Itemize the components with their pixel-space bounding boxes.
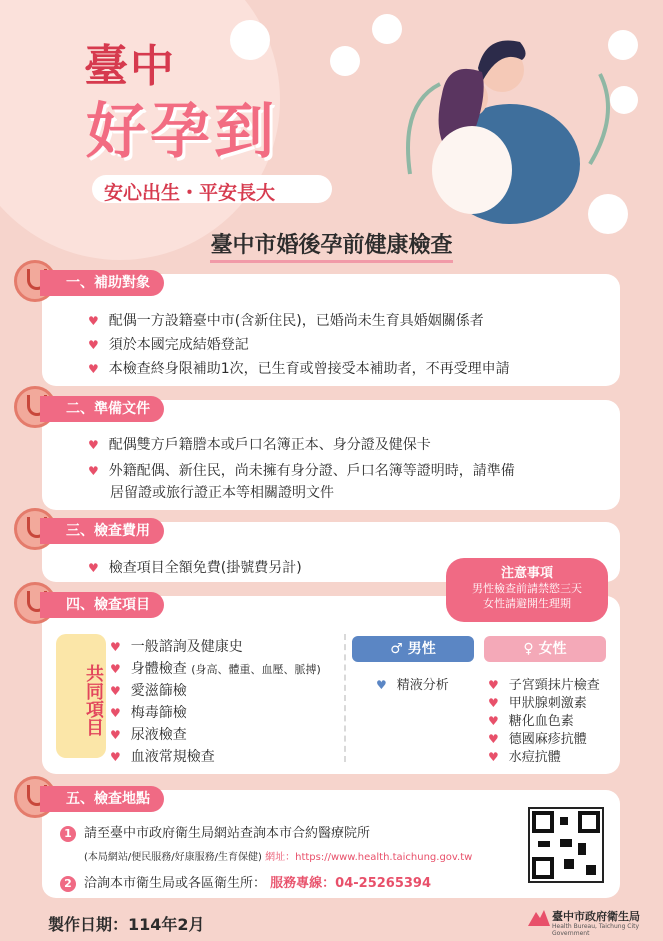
couple-illustration bbox=[390, 24, 630, 224]
heart-icon: ♥ bbox=[488, 732, 499, 746]
heart-icon: ♥ bbox=[488, 678, 499, 692]
list-item bbox=[488, 728, 587, 747]
list-item bbox=[110, 746, 215, 766]
list-item-text: 精液分析 bbox=[396, 678, 449, 693]
list-item bbox=[488, 692, 587, 711]
notice-line: 男性檢查前請禁慾三天 bbox=[472, 582, 582, 595]
heart-icon: ♥ bbox=[110, 684, 121, 698]
list-item bbox=[376, 674, 449, 693]
heart-icon: ♥ bbox=[88, 438, 99, 452]
list-item-text: 血液常規檢查 bbox=[130, 749, 215, 765]
female-symbol-icon: ♀ bbox=[523, 641, 539, 657]
list-item bbox=[110, 636, 243, 656]
qr-pattern bbox=[530, 809, 602, 881]
list-item bbox=[88, 460, 515, 480]
title-line2: 好孕到 bbox=[86, 97, 278, 167]
number-2-icon: 2 bbox=[60, 876, 76, 892]
list-item bbox=[488, 710, 574, 729]
list-item bbox=[88, 358, 510, 378]
fee-heading: 三、檢查費用 bbox=[40, 518, 164, 544]
list-item-text: 德國麻疹抗體 bbox=[508, 732, 587, 747]
list-item-text: 水痘抗體 bbox=[508, 750, 561, 765]
heart-icon: ♥ bbox=[88, 338, 99, 352]
documents-heading: 二、準備文件 bbox=[40, 396, 164, 422]
list-item bbox=[110, 724, 187, 744]
body-check-note: (身高、體重、血壓、脈搏) bbox=[191, 663, 321, 676]
list-item-text: 一般諮詢及健康史 bbox=[130, 639, 243, 655]
list-item bbox=[110, 658, 321, 678]
location-path-line bbox=[84, 848, 472, 863]
location-line1 bbox=[60, 822, 370, 842]
heart-icon: ♥ bbox=[110, 750, 121, 764]
slogan: 安心出生・平安長大 bbox=[104, 182, 276, 204]
eligibility-heading: 一、補助對象 bbox=[40, 270, 164, 296]
list-item bbox=[110, 702, 187, 722]
list-item-text: 須於本國完成結婚登記 bbox=[108, 337, 249, 353]
list-item-text: 糖化血色素 bbox=[508, 714, 574, 729]
list-item-continued: 居留證或旅行證正本等相關證明文件 bbox=[110, 485, 334, 501]
title-line1: 臺中 bbox=[84, 41, 176, 92]
heart-icon: ♥ bbox=[488, 696, 499, 710]
list-item bbox=[88, 334, 249, 354]
bg-dot bbox=[230, 20, 270, 60]
heart-icon: ♥ bbox=[110, 706, 121, 720]
heart-icon: ♥ bbox=[110, 640, 121, 654]
list-item-text: 尿液檢查 bbox=[130, 727, 187, 743]
org-name-en: Health Bureau, Taichung City Government bbox=[552, 923, 640, 937]
website-path: (本局網站/便民服務/好康服務/生育保健) bbox=[84, 852, 262, 863]
list-item-text: 愛滋篩檢 bbox=[130, 683, 187, 699]
male-label: 男性 bbox=[407, 641, 436, 657]
notice-title: 注意事項 bbox=[500, 566, 553, 581]
list-item-text: 本檢查終身限補助1次，已生育或曾接受本補助者，不再受理申請 bbox=[108, 361, 510, 377]
female-label: 女性 bbox=[538, 641, 567, 657]
male-symbol-icon: ♂ bbox=[390, 641, 408, 657]
health-bureau-logo bbox=[528, 908, 550, 926]
heart-icon: ♥ bbox=[488, 714, 499, 728]
list-item bbox=[88, 310, 484, 330]
list-item-text: 配偶一方設籍臺中市(含新住民)，已婚尚未生育具婚姻關係者 bbox=[108, 313, 484, 329]
heart-icon: ♥ bbox=[88, 314, 99, 328]
stethoscope-icon bbox=[330, 46, 360, 76]
list-item-text: 子宮頸抹片檢查 bbox=[508, 678, 600, 693]
notice-box bbox=[446, 558, 608, 622]
list-item-text: 檢查項目全額免費(掛號費另計) bbox=[108, 560, 302, 576]
heart-icon: ♥ bbox=[488, 750, 499, 764]
heart-icon: ♥ bbox=[110, 662, 121, 676]
list-item bbox=[88, 557, 302, 577]
list-item bbox=[488, 746, 561, 765]
heart-icon: ♥ bbox=[88, 464, 99, 478]
list-item-text: 配偶雙方戶籍謄本或戶口名簿正本、身分證及健保卡 bbox=[108, 437, 431, 453]
male-heading bbox=[352, 636, 474, 662]
notice-line: 女性請避開生理期 bbox=[483, 597, 571, 610]
location-heading: 五、檢查地點 bbox=[40, 786, 164, 812]
common-items-label: 共同項目 bbox=[56, 634, 106, 758]
website-url-link[interactable]: 網址：https://www.health.taichung.gov.tw bbox=[265, 852, 473, 863]
items-heading: 四、檢查項目 bbox=[40, 592, 164, 618]
heart-icon: ♥ bbox=[376, 678, 387, 692]
production-date: 製作日期：114年2月 bbox=[48, 915, 205, 934]
female-heading bbox=[484, 636, 606, 662]
list-item-text: 外籍配偶、新住民，尚未擁有身分證、戶口名簿等證明時，請準備 bbox=[108, 463, 515, 479]
list-item-text: 甲狀腺刺激素 bbox=[508, 696, 587, 711]
hotline-link[interactable]: 服務專線：04-25265394 bbox=[270, 876, 432, 891]
org-name: 臺中市政府衛生局 bbox=[552, 910, 640, 923]
heart-icon: ♥ bbox=[110, 728, 121, 742]
list-item bbox=[488, 674, 600, 693]
list-item bbox=[88, 434, 431, 454]
heart-icon: ♥ bbox=[88, 561, 99, 575]
list-item-text: 身體檢查 bbox=[130, 661, 187, 677]
location-text: 請至臺中市政府衛生局網站查詢本市合約醫療院所 bbox=[84, 826, 371, 841]
page-title bbox=[0, 228, 663, 259]
location-text: 洽詢本市衛生局或各區衛生所： bbox=[84, 876, 267, 891]
location-line2 bbox=[60, 872, 431, 892]
heart-icon: ♥ bbox=[88, 362, 99, 376]
list-item bbox=[110, 680, 187, 700]
qr-code[interactable] bbox=[528, 807, 604, 883]
list-item-text: 梅毒篩檢 bbox=[130, 705, 187, 721]
page-title-text: 臺中市婚後孕前健康檢查 bbox=[210, 233, 452, 263]
divider bbox=[344, 634, 346, 762]
number-1-icon: 1 bbox=[60, 826, 76, 842]
